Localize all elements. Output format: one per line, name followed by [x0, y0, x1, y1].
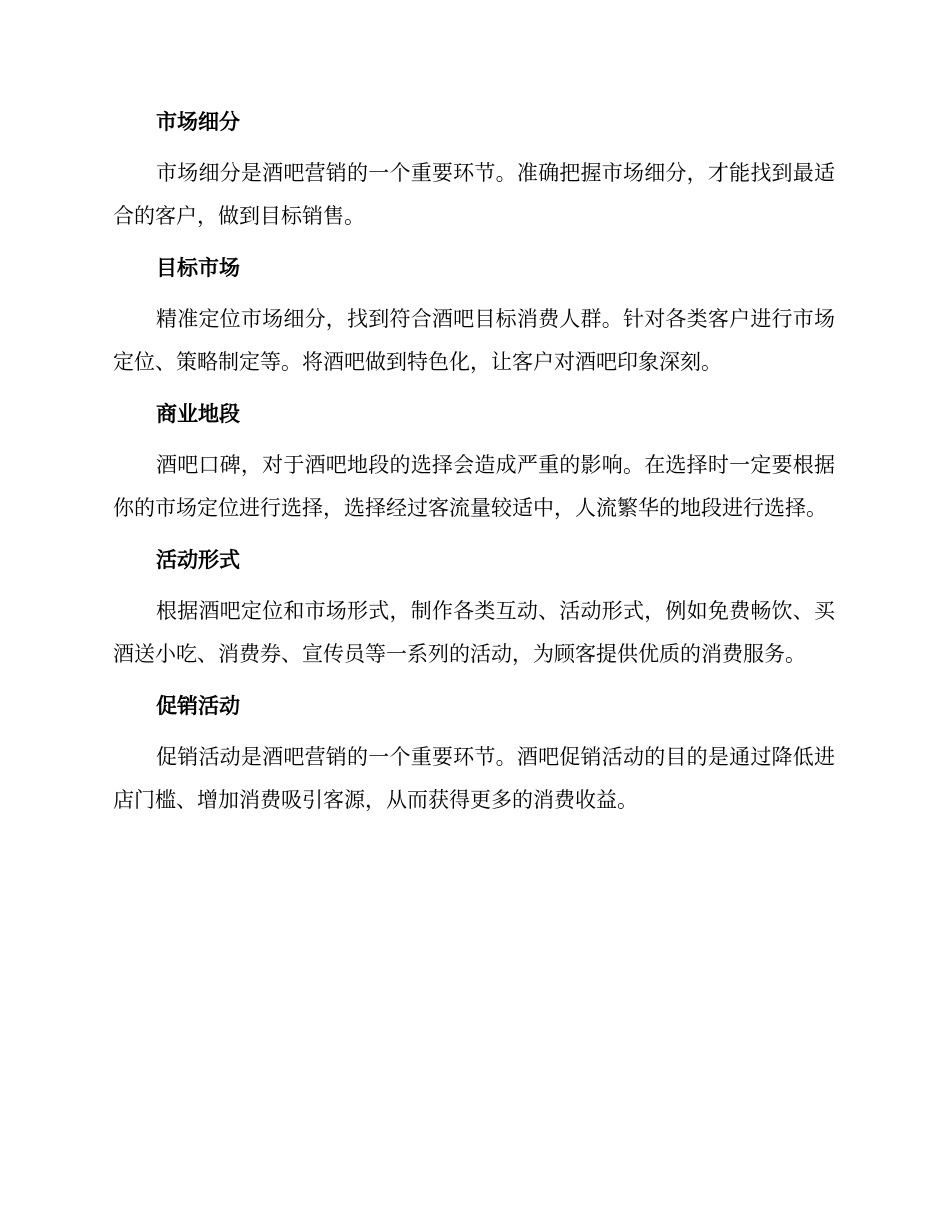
document-page	[113, 108, 835, 822]
section-heading: 市场细分	[156, 111, 240, 134]
section-heading: 商业地段	[156, 403, 240, 426]
section-body: 根据酒吧定位和市场形式，制作各类互动、活动形式，例如免费畅饮、买酒送小吃、消费券、宣传员等一系列的活动，为顾客提供优质的消费服务。	[113, 599, 835, 666]
section-market-segmentation	[113, 108, 835, 238]
section-body: 市场细分是酒吧营销的一个重要环节。准确把握市场细分，才能找到最适合的客户，做到目标销售。	[113, 161, 835, 228]
section-business-location	[113, 400, 835, 530]
section-heading: 活动形式	[156, 549, 240, 572]
section-body: 酒吧口碑，对于酒吧地段的选择会造成严重的影响。在选择时一定要根据你的市场定位进行选择，选择经过客流量较适中，人流繁华的地段进行选择。	[113, 453, 835, 520]
section-body: 促销活动是酒吧营销的一个重要环节。酒吧促销活动的目的是通过降低进店门槛、增加消费吸引客源，从而获得更多的消费收益。	[113, 745, 835, 812]
section-activity-format	[113, 546, 835, 676]
section-heading: 目标市场	[156, 257, 240, 280]
section-target-market	[113, 254, 835, 384]
section-promotions	[113, 692, 835, 822]
section-body: 精准定位市场细分，找到符合酒吧目标消费人群。针对各类客户进行市场定位、策略制定等。将酒吧做到特色化，让客户对酒吧印象深刻。	[113, 307, 835, 374]
section-heading: 促销活动	[156, 695, 240, 718]
